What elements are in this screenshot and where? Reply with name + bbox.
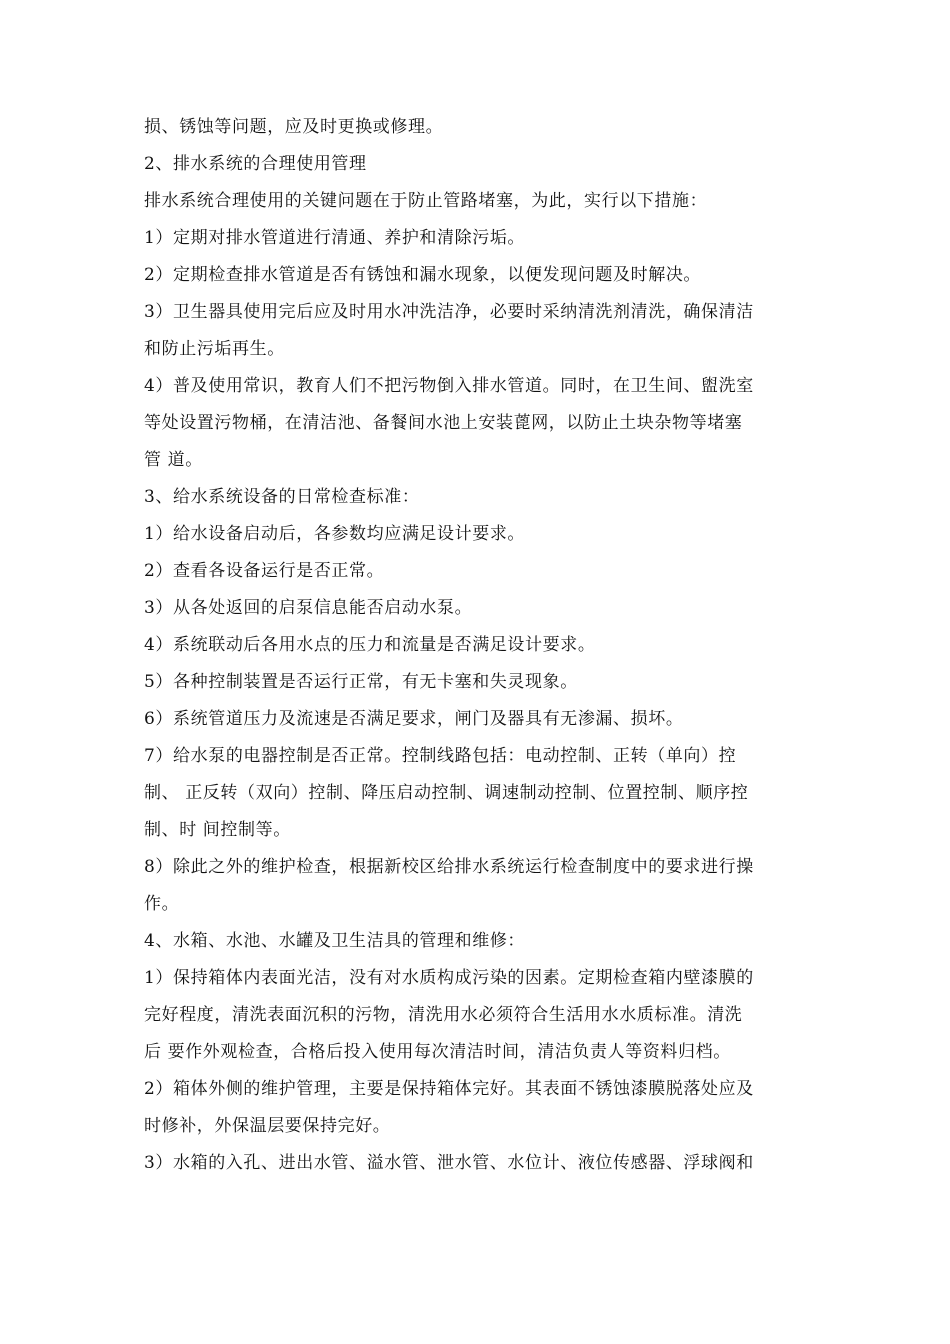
text-line: 和防止污垢再生。 [144,339,285,359]
text-line: 损、锈蚀等问题，应及时更换或修理。 [144,117,444,137]
text-line: 等处设置污物桶，在清洁池、备餐间水池上安装蓖网，以防止土块杂物等堵塞 [144,413,743,433]
text-line: 后 要作外观检查，合格后投入使用每次清洁时间，清洁负责人等资料归档。 [144,1042,731,1062]
list-item: 8）除此之外的维护检查，根据新校区给排水系统运行检查制度中的要求进行操 [144,857,754,877]
list-item: 2）定期检查排水管道是否有锈蚀和漏水现象，以便发现问题及时解决。 [144,265,702,285]
text-line: 作。 [144,894,180,914]
list-item: 1）保持箱体内表面光洁，没有对水质构成污染的因素。定期检查箱内壁漆膜的 [144,968,754,988]
text-line: 时修补，外保温层要保持完好。 [144,1116,391,1136]
list-item: 7）给水泵的电器控制是否正常。控制线路包括：电动控制、正转（单向）控 [144,746,737,766]
text-line: 管 道。 [144,450,203,470]
list-item: 3）从各处返回的启泵信息能否启动水泵。 [144,598,473,618]
text-line: 制、时 间控制等。 [144,820,291,840]
list-item: 1）定期对排水管道进行清通、养护和清除污垢。 [144,228,526,248]
list-item: 3）水箱的入孔、进出水管、溢水管、泄水管、水位计、液位传感器、浮球阀和 [144,1153,754,1173]
list-item: 1）给水设备启动后，各参数均应满足设计要求。 [144,524,526,544]
section-heading: 4、水箱、水池、水罐及卫生洁具的管理和维修： [144,931,526,951]
list-item: 6）系统管道压力及流速是否满足要求，闸门及器具有无渗漏、损坏。 [144,709,684,729]
list-item: 4）系统联动后各用水点的压力和流量是否满足设计要求。 [144,635,596,655]
list-item: 2）查看各设备运行是否正常。 [144,561,385,581]
list-item: 4）普及使用常识，教育人们不把污物倒入排水管道。同时，在卫生间、盥洗室 [144,376,754,396]
text-line: 排水系统合理使用的关键问题在于防止管路堵塞，为此，实行以下措施： [144,191,708,211]
section-heading: 2、排水系统的合理使用管理 [144,154,367,174]
text-line: 制、 正反转（双向）控制、降压启动控制、调速制动控制、位置控制、顺序控 [144,783,749,803]
text-line: 完好程度，清洗表面沉积的污物，清洗用水必须符合生活用水水质标准。清洗 [144,1005,743,1025]
list-item: 5）各种控制装置是否运行正常，有无卡塞和失灵现象。 [144,672,578,692]
section-heading: 3、给水系统设备的日常检查标准： [144,487,420,507]
list-item: 2）箱体外侧的维护管理，主要是保持箱体完好。其表面不锈蚀漆膜脱落处应及 [144,1079,754,1099]
list-item: 3）卫生器具使用完后应及时用水冲洗洁净，必要时采纳清洗剂清洗，确保清洁 [144,302,754,322]
